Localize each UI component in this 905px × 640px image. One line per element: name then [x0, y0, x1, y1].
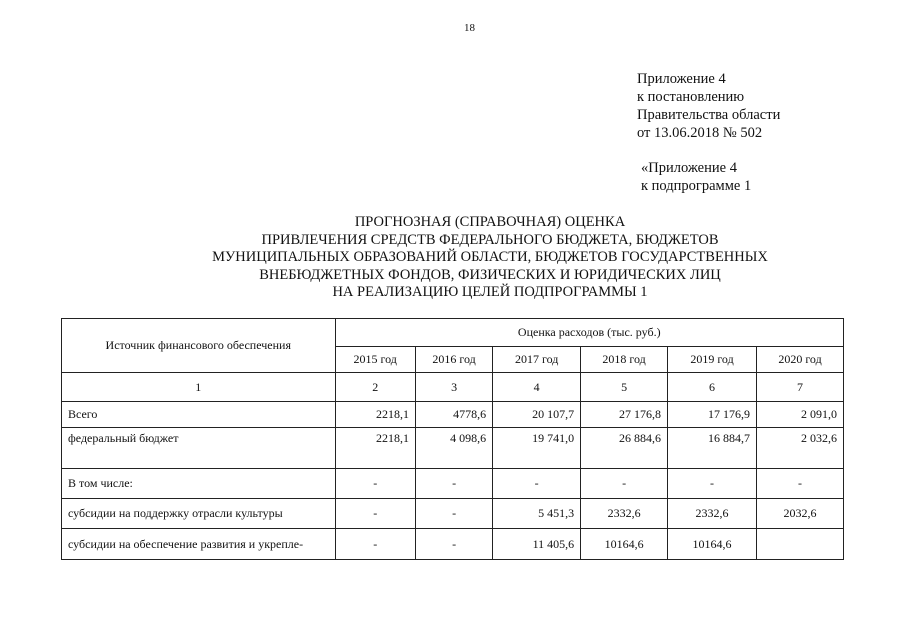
value-cell: 17 176,9	[668, 402, 757, 428]
title-line: НА РЕАЛИЗАЦИЮ ЦЕЛЕЙ ПОДПРОГРАММЫ 1	[332, 284, 648, 300]
row-label-cell: федеральный бюджет	[62, 428, 336, 469]
column-number-cell: 5	[581, 373, 668, 402]
column-number-cell: 7	[757, 373, 844, 402]
value-cell: 27 176,8	[581, 402, 668, 428]
appendix-line: к подпрограмме 1	[641, 178, 752, 194]
appendix-subprogram-block	[641, 159, 751, 195]
title-line: ПРОГНОЗНАЯ (СПРАВОЧНАЯ) ОЦЕНКА	[354, 214, 626, 230]
value-cell: 10164,6	[581, 529, 668, 560]
value-cell: -	[757, 469, 844, 499]
value-cell: 2218,1	[335, 402, 415, 428]
value-cell: 4778,6	[415, 402, 492, 428]
appendix-block	[637, 70, 780, 142]
column-number-cell: 4	[493, 373, 581, 402]
column-number-cell: 1	[62, 373, 336, 402]
year-header-cell: 2016 год	[415, 347, 492, 373]
year-header-cell: 2020 год	[757, 347, 844, 373]
year-header-cell: 2019 год	[668, 347, 757, 373]
table-row	[62, 428, 844, 469]
value-cell	[757, 529, 844, 560]
value-cell: -	[415, 529, 492, 560]
value-cell: 26 884,6	[581, 428, 668, 469]
appendix-line: Правительства области	[637, 107, 781, 123]
value-cell: 2032,6	[757, 499, 844, 529]
column-number-cell: 6	[668, 373, 757, 402]
value-cell: -	[335, 499, 415, 529]
year-header-cell: 2015 год	[335, 347, 415, 373]
row-label-cell: Всего	[62, 402, 336, 428]
value-cell: 10164,6	[668, 529, 757, 560]
appendix-line: «Приложение 4	[641, 160, 737, 176]
column-number-row	[62, 373, 844, 402]
table-header-row	[62, 319, 844, 347]
table-row	[62, 529, 844, 560]
value-cell: 2218,1	[335, 428, 415, 469]
value-cell: -	[581, 469, 668, 499]
value-cell: 5 451,3	[493, 499, 581, 529]
value-cell: 4 098,6	[415, 428, 492, 469]
year-header-cell: 2017 год	[493, 347, 581, 373]
value-cell: 11 405,6	[493, 529, 581, 560]
appendix-line: от 13.06.2018 № 502	[637, 125, 763, 141]
value-cell: 2 091,0	[757, 402, 844, 428]
column-number-cell: 3	[415, 373, 492, 402]
row-label-cell: В том числе:	[62, 469, 336, 499]
title-line: МУНИЦИПАЛЬНЫХ ОБРАЗОВАНИЙ ОБЛАСТИ, БЮДЖЕТОВ ГОСУДАРСТВЕННЫХ	[212, 249, 768, 265]
financing-table	[61, 318, 844, 560]
value-cell: -	[415, 469, 492, 499]
value-cell: -	[335, 469, 415, 499]
table-row	[62, 499, 844, 529]
value-cell: -	[493, 469, 581, 499]
document-title	[150, 214, 830, 302]
value-cell: -	[335, 529, 415, 560]
appendix-line: Приложение 4	[637, 71, 726, 87]
title-line: ПРИВЛЕЧЕНИЯ СРЕДСТВ ФЕДЕРАЛЬНОГО БЮДЖЕТА, БЮДЖЕТОВ	[261, 231, 719, 248]
value-cell: 16 884,7	[668, 428, 757, 469]
value-cell: 20 107,7	[493, 402, 581, 428]
table-row	[62, 469, 844, 499]
value-cell: 19 741,0	[493, 428, 581, 469]
value-cell: 2 032,6	[757, 428, 844, 469]
value-cell: -	[668, 469, 757, 499]
value-cell: 2332,6	[581, 499, 668, 529]
title-line: ВНЕБЮДЖЕТНЫХ ФОНДОВ, ФИЗИЧЕСКИХ И ЮРИДИЧЕСКИХ ЛИЦ	[259, 266, 721, 283]
appendix-line: к постановлению	[637, 89, 745, 105]
column-number-cell: 2	[335, 373, 415, 402]
year-header-cell: 2018 год	[581, 347, 668, 373]
value-cell: 2332,6	[668, 499, 757, 529]
value-cell: -	[415, 499, 492, 529]
estimate-header-cell: Оценка расходов (тыс. руб.)	[335, 319, 843, 347]
source-header-cell: Источник финансового обеспечения	[62, 319, 336, 373]
row-label-cell: субсидии на поддержку отрасли культуры	[62, 499, 336, 529]
page-number: 18	[464, 22, 475, 34]
row-label-cell: субсидии на обеспечение развития и укрепле-	[62, 529, 336, 560]
table-row	[62, 402, 844, 428]
